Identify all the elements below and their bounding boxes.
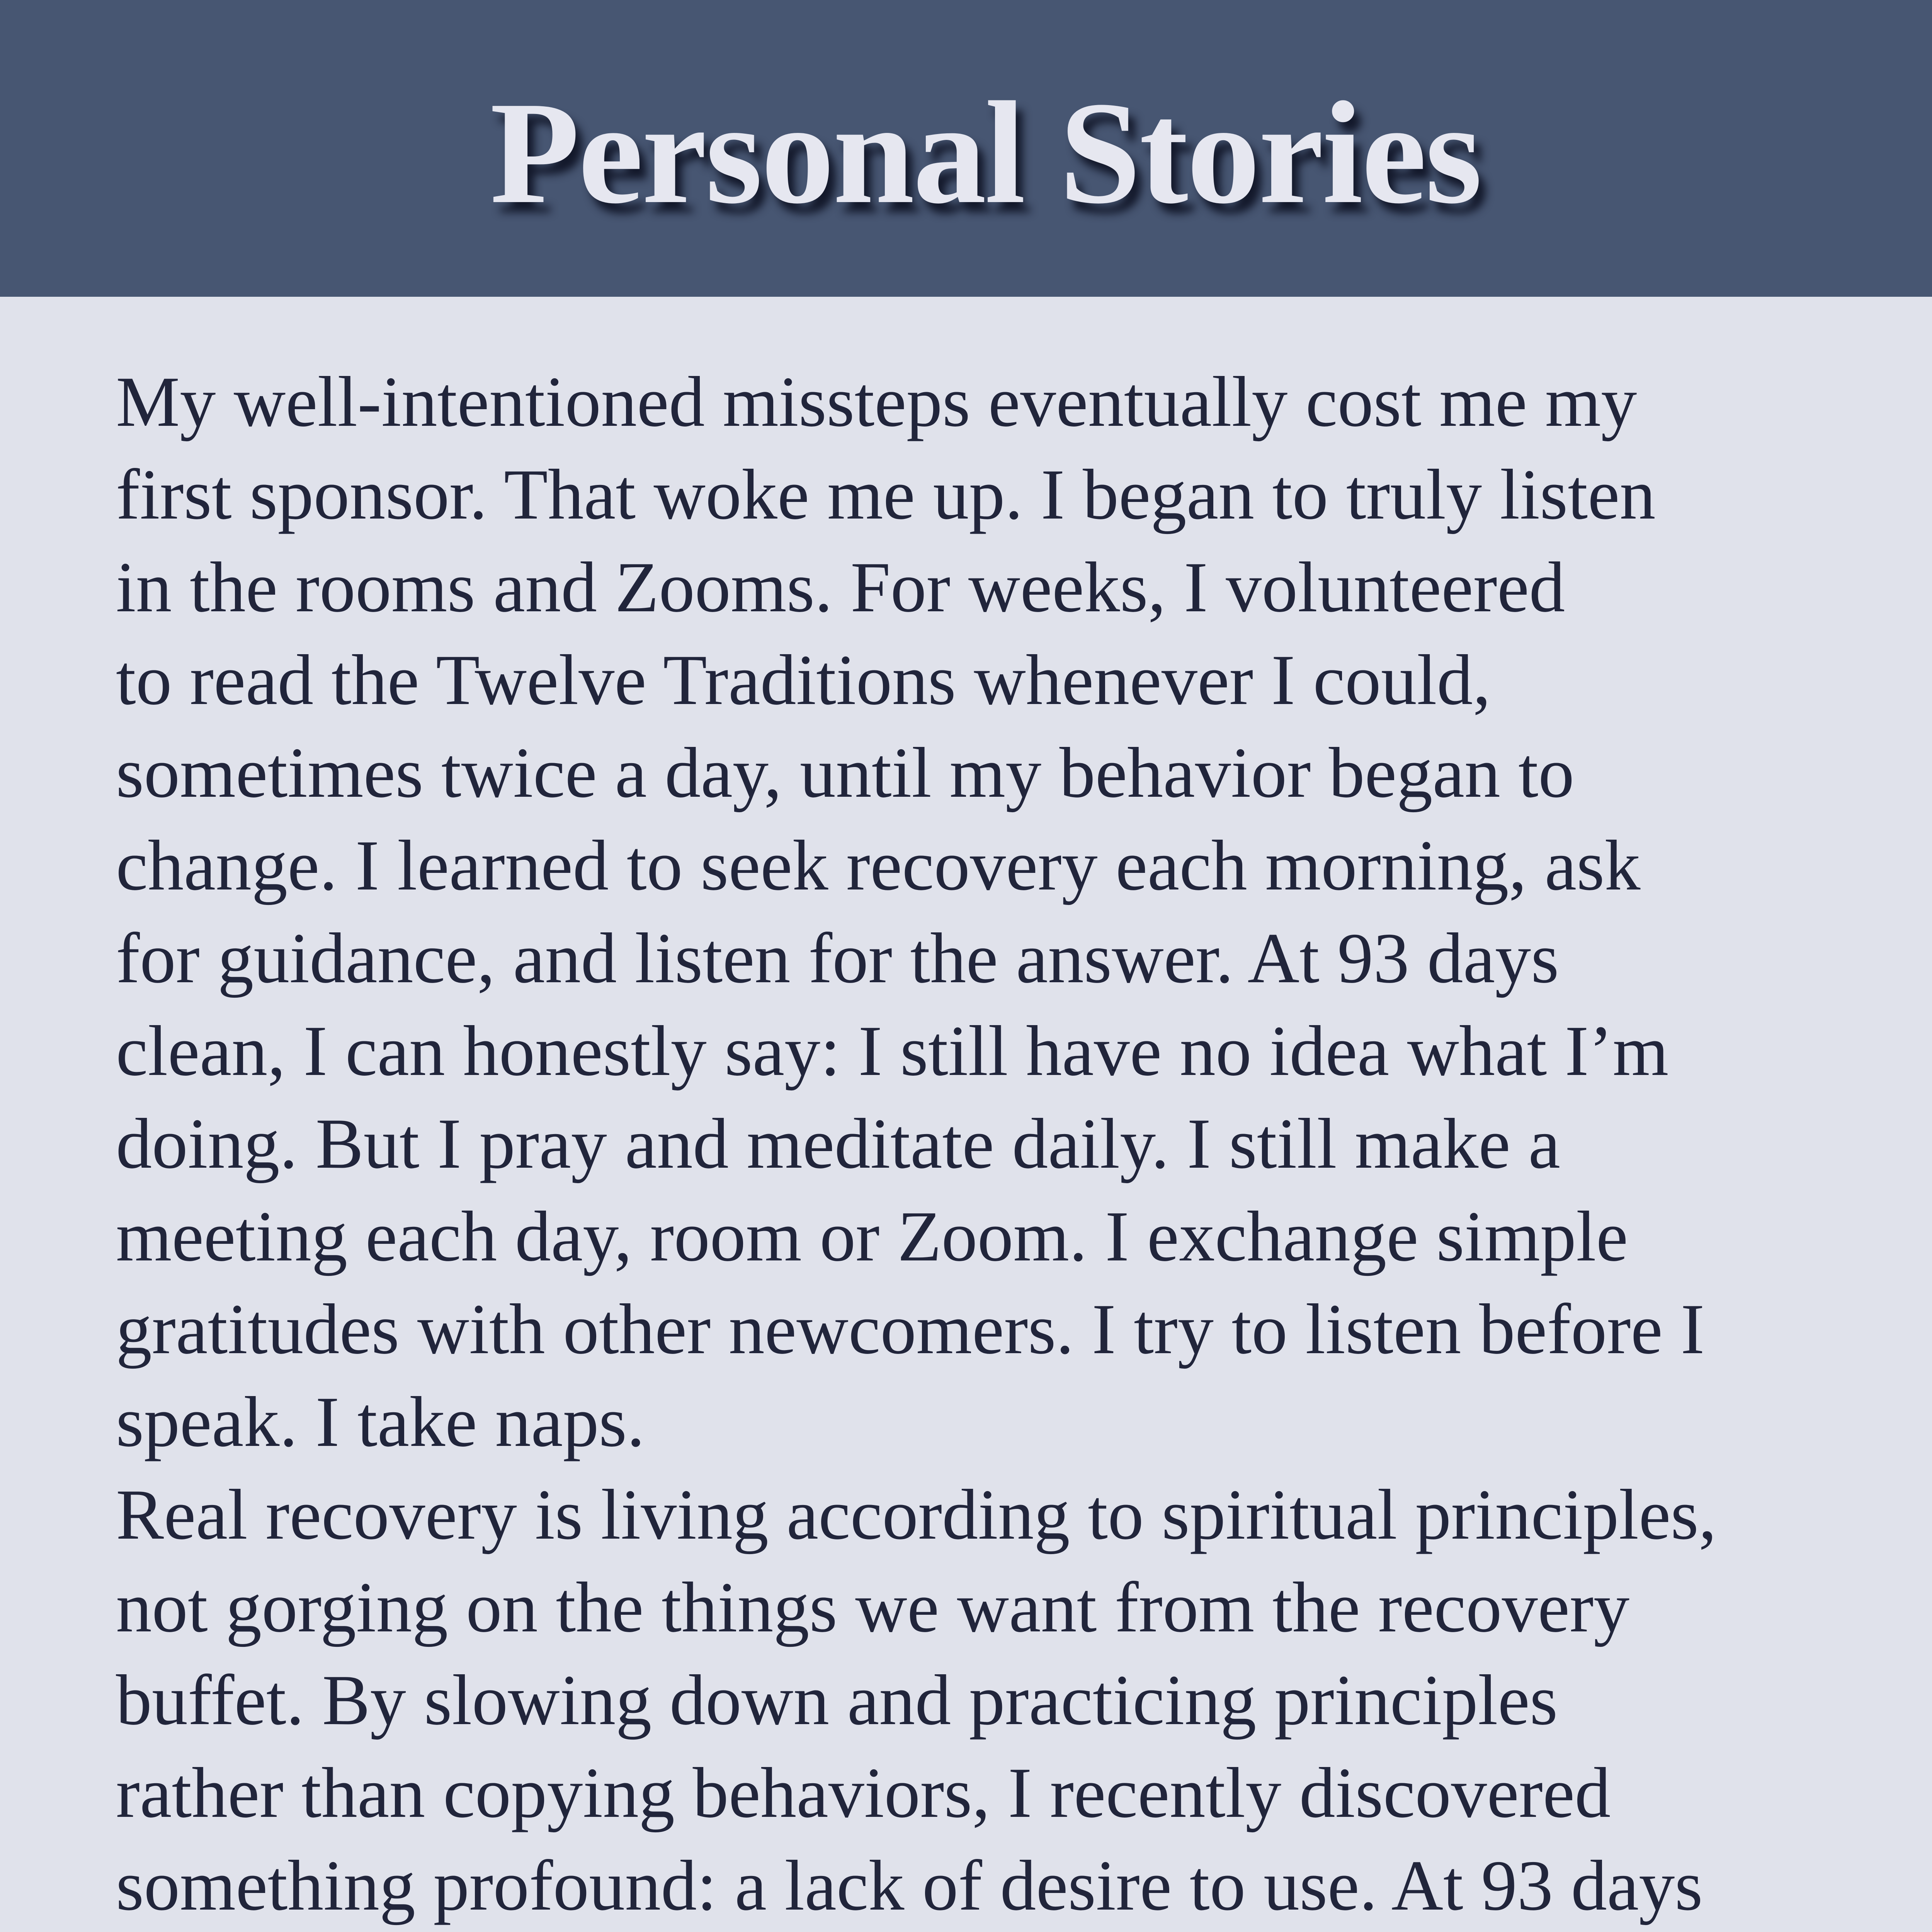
- article-body: [116, 355, 1878, 1932]
- article-line: gratitudes with other newcomers. I try to listen before I: [116, 1289, 1705, 1369]
- article-line: not gorging on the things we want from the recovery: [116, 1568, 1630, 1647]
- article-line: first sponsor. That woke me up. I began to truly listen: [116, 455, 1656, 534]
- article-line: change. I learned to seek recovery each morning, ask: [116, 826, 1641, 905]
- article-line: rather than copying behaviors, I recently discovered: [116, 1753, 1611, 1833]
- article-line: for guidance, and listen for the answer. At 93 days: [116, 918, 1559, 998]
- article-line: Real recovery is living according to spiritual principles,: [116, 1475, 1717, 1554]
- article-line: something profound: a lack of desire to use. At 93 days: [116, 1846, 1703, 1925]
- page-header: [0, 0, 1932, 297]
- article-line: clean, I can honestly say: I still have no idea what I’m: [116, 1011, 1669, 1091]
- article-line: speak. I take naps.: [116, 1382, 645, 1462]
- article-line: in the rooms and Zooms. For weeks, I volunteered: [116, 548, 1565, 627]
- article-line: doing. But I pray and meditate daily. I still make a: [116, 1104, 1560, 1184]
- article-line: sometimes twice a day, until my behavior began to: [116, 733, 1575, 813]
- article-line: buffet. By slowing down and practicing principles: [116, 1660, 1558, 1740]
- article-line: My well-intentioned missteps eventually cost me my: [116, 362, 1637, 442]
- article-line: to read the Twelve Traditions whenever I could,: [116, 640, 1491, 720]
- page-title: Personal Stories: [490, 71, 1481, 234]
- article-line: meeting each day, room or Zoom. I exchange simple: [116, 1197, 1628, 1276]
